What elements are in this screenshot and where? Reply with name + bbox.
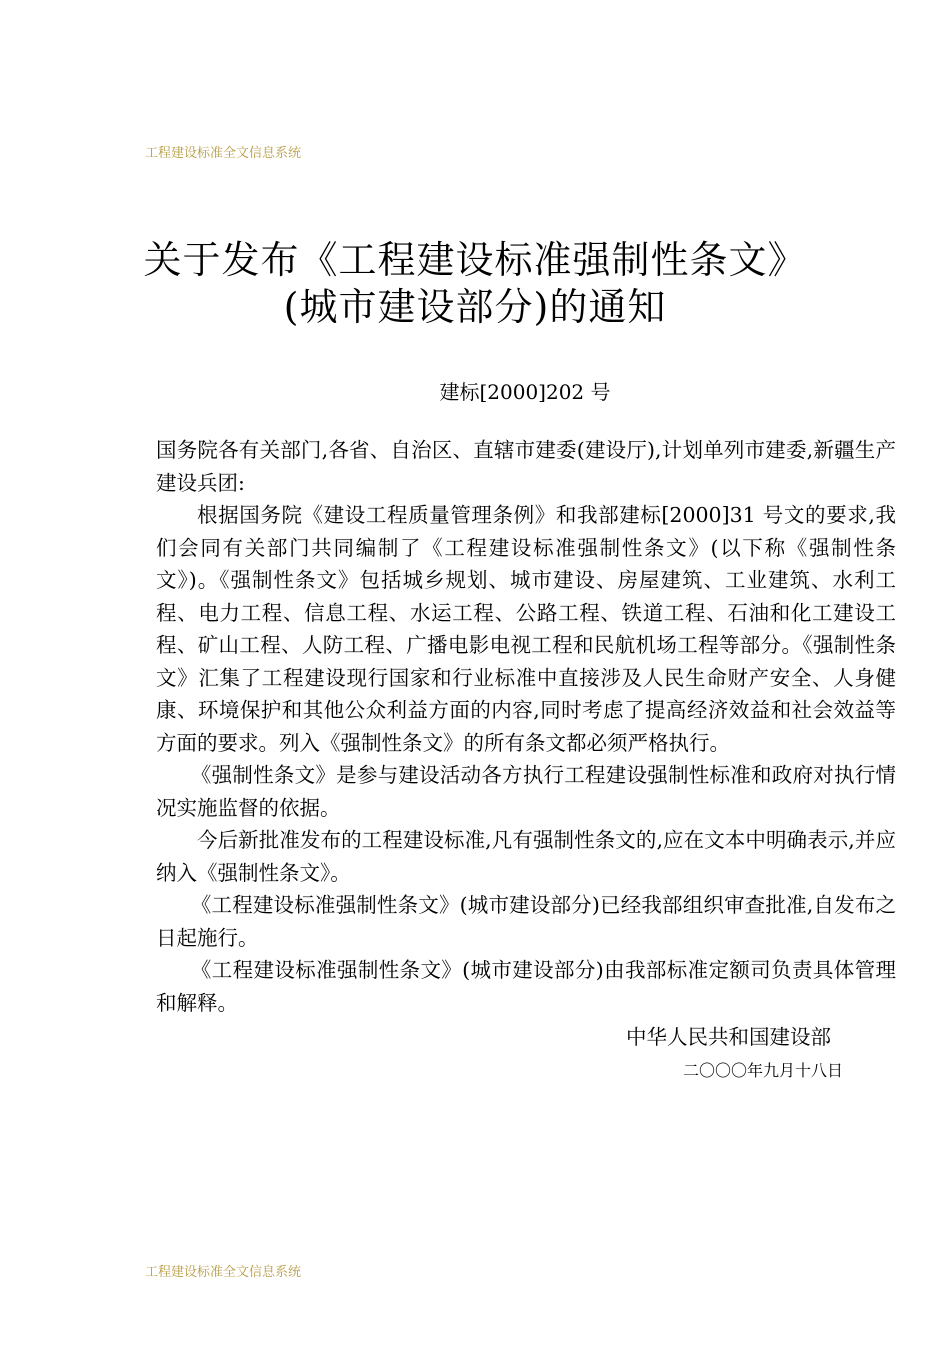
- body-paragraph-effective: 《工程建设标准强制性条文》(城市建设部分)已经我部组织审查批准,自发布之日起施行。: [156, 893, 896, 950]
- document-number: 建标[2000]202 号: [439, 380, 611, 404]
- body-paragraph-management: 《工程建设标准强制性条文》(城市建设部分)由我部标准定额司负责具体管理和解释。: [156, 958, 896, 1015]
- page-title-line-2: (城市建设部分)的通知: [283, 285, 667, 329]
- body-paragraph-addressees: 国务院各有关部门,各省、自治区、直辖市建委(建设厅),计划单列市建委,新疆生产建设兵团:: [156, 438, 896, 495]
- signature-organization: 中华人民共和国建设部: [626, 1025, 831, 1049]
- body-paragraph-basis: 《强制性条文》是参与建设活动各方执行工程建设强制性标准和政府对执行情况实施监督的依据。: [156, 763, 896, 820]
- header-system-name: 工程建设标准全文信息系统: [145, 146, 302, 161]
- body-paragraph-main: 根据国务院《建设工程质量管理条例》和我部建标[2000]31 号文的要求,我们会同有关部门共同编制了《工程建设标准强制性条文》(以下称《强制性条文》)。《强制性条文》包括城乡规划、城市建设、房屋建筑、工业建筑、水利工程、电力工程、信息工程、水运工程、公路工程、铁道工程、石油和化工建设工程、矿山工程、人防工程、广播电影电视工程和民航机场工程等部分。《强制性条文》汇集了工程建设现行国家和行业标准中直接涉及人民生命财产安全、人身健康、环境保护和其他公众利益方面的内容,同时考虑了提高经济效益和社会效益等方面的要求。列入《强制性条文》的所有条文都必须严格执行。: [156, 503, 896, 755]
- footer-system-name: 工程建设标准全文信息系统: [145, 1265, 302, 1280]
- page-title-line-1: 关于发布《工程建设标准强制性条文》: [143, 238, 807, 282]
- notice-body: [156, 434, 896, 1019]
- signature-date: 二〇〇〇年九月十八日: [683, 1061, 844, 1080]
- body-paragraph-future-standards: 今后新批准发布的工程建设标准,凡有强制性条文的,应在文本中明确表示,并应纳入《强制性条文》。: [156, 828, 896, 885]
